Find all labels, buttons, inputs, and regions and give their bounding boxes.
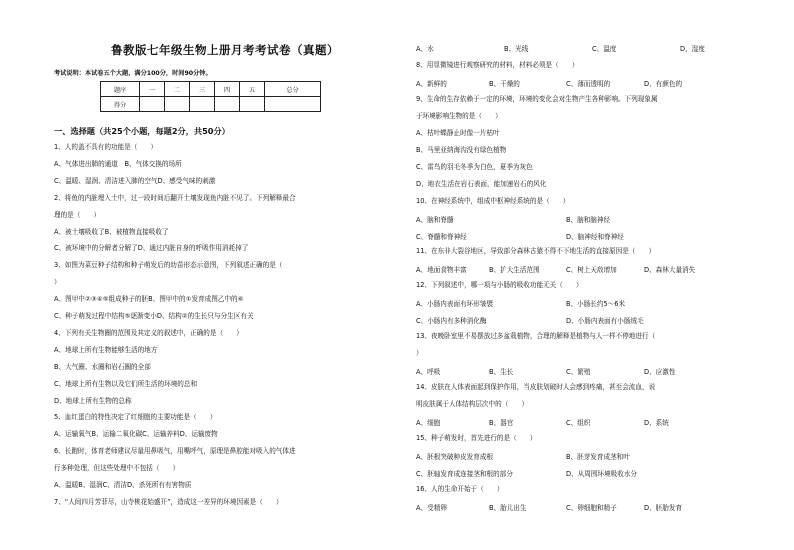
score-cell[interactable] [190,97,215,112]
option-b: B、器官 [489,418,514,427]
question-line: 8、用显微镜进行观察研究的材料，材料必须是（ ） [416,61,579,69]
option-d: D、系统 [644,418,669,427]
question-line: 5、血红蛋白的特性决定了红细胞的主要功能是（ ） [54,413,217,422]
option-a: A、脑和脊髓 [416,215,454,224]
question-line: 2、将鱼的内脏埋入土中，过一段时间后翻开土壤发现鱼内脏不见了。下列解释最合 [54,193,296,202]
exam-title: 鲁教版七年级生物上册月考考试卷（真题） [111,43,339,57]
option-d: D、胚胎发育 [644,503,683,512]
question-line: C、地球上所有生物以及它们所生活的环境的总和 [54,379,198,388]
score-cell[interactable] [165,97,190,112]
score-cell[interactable] [265,97,321,112]
question-line: C、种子萌发过程中结构⑤逐渐变小D、结构②的生长只与分生区有关 [54,312,254,320]
question-line: 12、下列叙述中，哪一项与小肠的吸收功能无关（ ） [416,281,583,290]
question-line: 9、生命的生存依赖于一定的环境，环境的变化会对生物产生各种影响。下列现象属 [416,94,658,103]
option-row [416,78,770,88]
option-b: B、干燥的 [489,79,520,88]
option-b: B、胎儿出生 [489,503,527,512]
left-column [54,0,396,550]
question-line: 4、下列有关生物圈的范围及其定义的叙述中，正确的是（ ） [54,328,243,337]
score-header-cell: 四 [215,82,240,97]
q7-options [416,43,770,53]
option-a: A、地面食物丰富 [416,266,467,275]
question-line: C、温暖、湿润、清洁进入肺的空气D、感受气味的刺激 [54,176,216,185]
question-line: A、图甲中②③④⑤组成种子的胚B、图甲中的①发育成图乙中的⑥ [54,295,244,304]
score-cell[interactable] [140,97,165,112]
section-heading: 一、选择题（共25个小题，每题2分，共50分） [54,126,230,136]
score-header-cell: 总分 [265,82,321,97]
score-table [100,81,321,112]
option-a: A、新鲜的 [416,79,447,88]
question-line: D、地球上所有生物的总称 [54,396,132,405]
exam-note: 考试说明：本试卷五个大题，满分100分，时间90分钟。 [54,70,212,77]
option-c: C、树上天敌增加 [566,266,617,275]
option-d: D、湿度 [680,45,705,53]
option-row [416,231,770,241]
question-line: A、被土壤吸收了B、被植物直接吸收了 [54,227,169,236]
option-b: B、扩大生活范围 [489,266,540,275]
option-b: B、小肠长约5～6米 [566,300,626,309]
option-c: C、繁殖 [566,368,591,377]
option-row [416,502,770,512]
option-a: A、胚根突破种皮发育成根 [416,452,494,461]
option-a: A、小肠内表面有环形皱襞 [416,300,494,309]
question-line: ） [416,349,423,358]
question-line: B、马里亚纳海沟没有绿色植物 [416,145,507,154]
question-line: B、大气圈、水圈和岩石圈的全部 [54,362,151,371]
option-b: D、从周围环境吸收水分 [566,469,638,478]
option-row [416,366,770,376]
question-line: 理的是（ ） [54,210,101,219]
option-d: D、应激性 [644,368,676,377]
option-a: A、受精卵 [416,503,447,512]
question-line: A、枯叶蝶静止时像一片枯叶 [416,128,500,137]
option-a: C、小肠内有多种消化酶 [416,317,487,326]
question-line: A、温暖B、湿润C、清洁D、杀死所有有害物质 [54,481,192,489]
option-d: D、森林大量消失 [644,266,696,275]
score-header-cell: 题序 [101,82,140,97]
question-line: 7、“人间四月芳菲尽，山寺桃花始盛开”，造成这一差异的环境因素是（ ） [54,497,283,506]
question-line: 13、夜晚卧室里不易摆放过多盆栽植物，合理的解释是植物与人一样不停地进行（ [416,332,656,341]
score-header-cell: 一 [140,82,165,97]
option-row [416,214,770,224]
option-b: B、生长 [489,368,514,377]
score-header-cell: 五 [240,82,265,97]
option-c: C、薄而透明的 [566,79,611,88]
question-line: C、雷鸟的羽毛冬季为白色，夏季为灰色 [416,162,533,171]
score-header-cell: 三 [190,82,215,97]
option-row [416,451,770,461]
question-line: 3、如图为菜豆种子结构和种子萌发后的幼苗形态示意图，下列叙述正确的是（ [54,261,283,270]
option-a: C、胚轴发育成连接茎和根的部分 [416,469,513,478]
option-c: C、卵细胞和精子 [566,503,617,512]
option-b: B、脑和脑神经 [566,215,611,224]
question-line: 明皮肤属于人体结构层次中的（ ） [416,400,529,408]
score-table-header-row [101,82,321,97]
option-c: C、组织 [566,418,591,427]
score-header-cell: 二 [165,82,190,97]
question-line: 11、在东非大裂谷地区，导致部分森林古猿不得不下地生活的直接原因是（ ） [416,247,656,256]
option-row [416,315,770,325]
right-column [416,0,770,550]
question-line: 1、人的盖不具有的功能是（ ） [54,143,158,151]
option-b: B、胚芽发育成茎和叶 [566,452,630,461]
question-line: A、地球上所有生物能够生活的地方 [54,345,158,354]
score-table-score-row [101,97,321,112]
question-line: 16、人的生命开始于（ ） [416,484,504,493]
question-line: 于环境影响生物的是（ ） [416,111,502,120]
question-line: 行多种处理，但这些处理中不包括（ ） [54,464,180,473]
question-line: 6、长跑时，体育老师建议尽量用鼻吸气，用嘴呼气，原理是鼻腔能对吸入的气体进 [54,447,296,456]
score-cell[interactable] [240,97,265,112]
option-a: A、呼吸 [416,368,441,377]
question-line: ） [54,278,61,287]
score-cell[interactable] [215,97,240,112]
question-line: 14、皮肤在人体表面起到保护作用，当皮肤划破时人会感到疼痛，甚至会流血，说 [416,383,656,392]
question-line: D、地衣生活在岩石表面，能加速岩石的风化 [416,179,547,188]
option-row [416,468,770,478]
option-row [416,298,770,308]
option-b: D、小肠内表面有小肠绒毛 [566,317,644,326]
option-c: C、温度 [592,45,617,53]
option-a: A、水 [416,45,434,53]
option-b: B、光线 [504,45,529,53]
question-line: C、被环境中的分解者分解了D、通过内脏自身的呼吸作用消耗掉了 [54,244,249,253]
score-row-label: 得分 [101,97,140,112]
question-line: 15、种子萌发时，首先进行的是（ ） [416,433,537,442]
option-a: A、细胞 [416,418,441,427]
option-row [416,264,770,274]
option-d: D、有颜色的 [644,79,683,88]
question-line: A、运输氧气B、运输二氧化碳C、运输养料D、运输废物 [54,430,218,439]
option-row [416,417,770,427]
question-line: A、气体进出肺的通道 B、气体交换的场所 [54,159,182,168]
option-a: C、脊髓和脊神经 [416,232,467,241]
option-b: D、脑神经和脊神经 [566,232,624,241]
question-line: 10、在神经系统中，组成中枢神经系统的是（ ） [416,196,570,205]
